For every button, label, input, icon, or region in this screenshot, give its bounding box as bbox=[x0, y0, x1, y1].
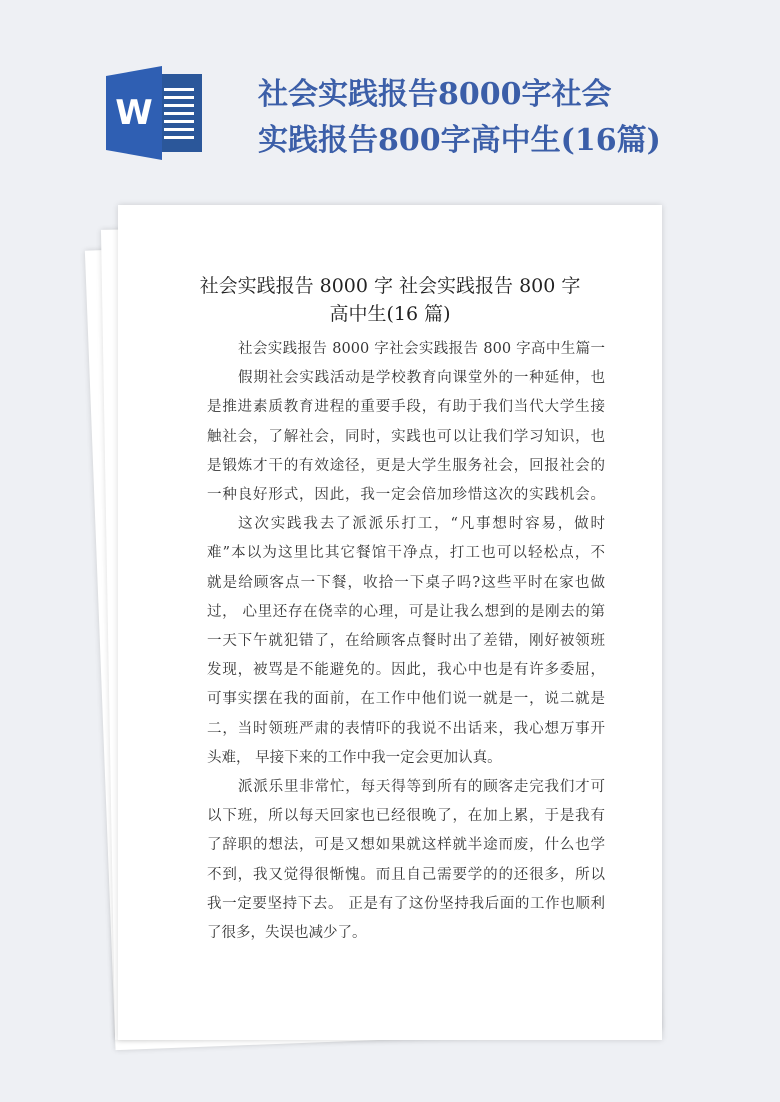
body-text-line: 一天下午就犯错了，在给顾客点餐时出了差错，刚好被领班 bbox=[207, 633, 605, 649]
document-title-line: 社会实践报告 8000 字 社会实践报告 800 字 bbox=[199, 275, 581, 297]
body-text-line: 就是给顾客点一下餐，收拾一下桌子吗?这些平时在家也做 bbox=[207, 574, 605, 591]
body-text-line: 了辞职的想法，可是又想如果就这样就半途而废，什么也学 bbox=[207, 837, 605, 854]
body-text-line: 了很多，失误也减少了。 bbox=[207, 925, 367, 941]
body-text-line: 这次实践我去了派派乐打工，“凡事想时容易，做时 bbox=[238, 516, 605, 533]
title-line: 社会实践报告8000字社会 bbox=[258, 77, 612, 112]
body-text-line: 假期社会实践活动是学校教育向课堂外的一种延伸，也 bbox=[238, 370, 605, 387]
body-text-line: 头难， 早接下来的工作中我一定会更加认真。 bbox=[207, 749, 502, 766]
body-text-line: 可事实摆在我的面前，在工作中他们说一就是一，说二就是 bbox=[207, 691, 605, 708]
body-text-line: 二，当时领班严肃的表情吓的我说不出话来，我心想万事开 bbox=[207, 720, 605, 737]
body-text-line: 过， 心里还存在侥幸的心理，可是让我么想到的是刚去的第 bbox=[207, 603, 605, 620]
document-page bbox=[118, 205, 662, 1040]
body-text-line: 是锻炼才干的有效途径，更是大学生服务社会，回报社会的 bbox=[207, 457, 605, 474]
body-text-line: 一种良好形式，因此，我一定会倍加珍惜这次的实践机会。 bbox=[207, 487, 605, 503]
body-text-line: 是推进素质教育进程的重要手段，有助于我们当代大学生接 bbox=[207, 399, 605, 416]
word-document-icon bbox=[106, 66, 206, 160]
title-line: 实践报告800字高中生(16篇) bbox=[258, 123, 661, 158]
body-text-line: 以下班，所以每天回家也已经很晚了，在加上累，于是我有 bbox=[207, 808, 605, 825]
body-text-line: 派派乐里非常忙，每天得等到所有的顾客走完我们才可 bbox=[238, 779, 605, 795]
body-text-line: 触社会，了解社会，同时，实践也可以让我们学习知识，也 bbox=[207, 428, 605, 445]
word-icon-letter: W bbox=[115, 93, 153, 133]
body-text-line: 社会实践报告 8000 字社会实践报告 800 字高中生篇一 bbox=[238, 341, 605, 357]
document-title-line: 高中生(16 篇) bbox=[329, 303, 451, 325]
body-text-line: 不到，我又觉得很惭愧。而且自己需要学的的还很多，所以 bbox=[207, 866, 605, 883]
page-title bbox=[258, 72, 758, 164]
body-text-line: 难”本以为这里比其它餐馆干净点，打工也可以轻松点，不 bbox=[207, 545, 605, 562]
body-text-line: 发现，被骂是不能避免的。因此，我心中也是有许多委屈， bbox=[207, 662, 605, 679]
body-text-line: 我一定要坚持下去。 正是有了这份坚持我后面的工作也顺利 bbox=[207, 895, 605, 912]
